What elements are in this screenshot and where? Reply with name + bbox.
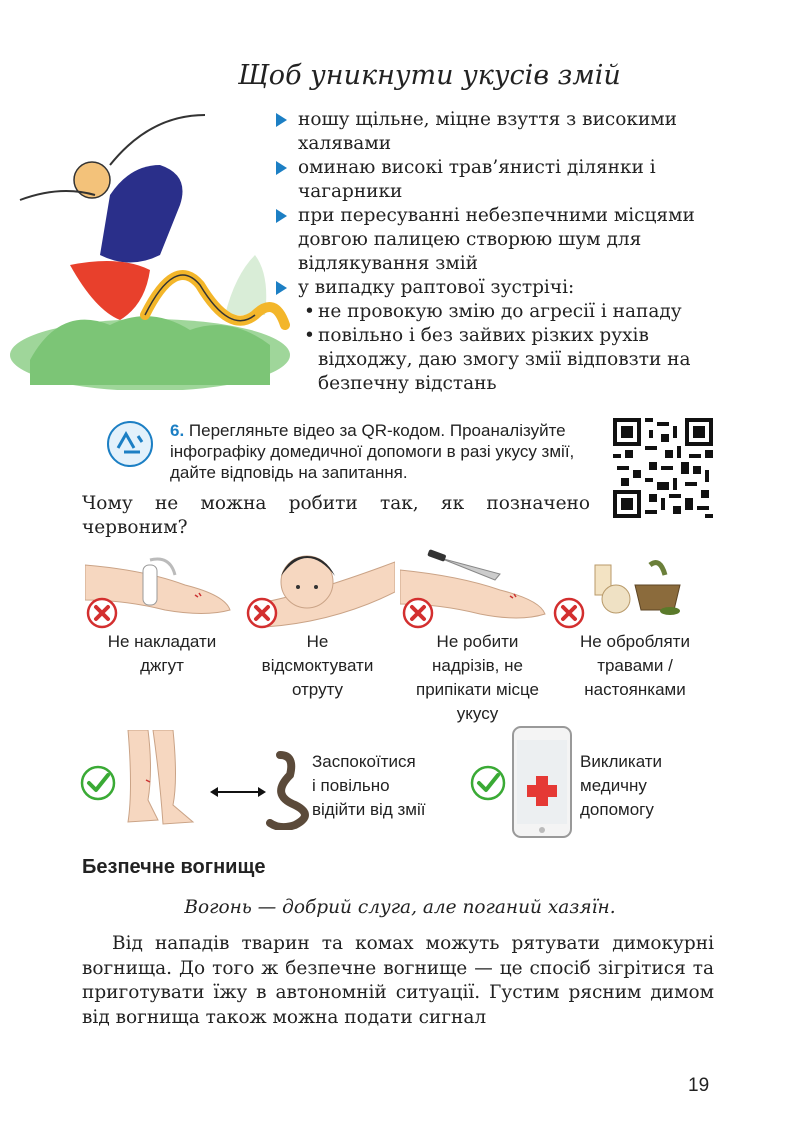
forbidden-x-icon — [246, 597, 278, 629]
triangle-bullet-icon — [276, 161, 287, 175]
dont-herbs-illustration — [580, 555, 690, 615]
page-number: 19 — [688, 1075, 710, 1096]
double-arrow-icon — [210, 785, 266, 799]
triangle-bullet-icon — [276, 209, 287, 223]
check-icon — [470, 765, 506, 801]
list-item: при пересуванні небезпечними місцями довгою палицею створюю шум для відлякування змій — [276, 204, 726, 276]
triangle-bullet-icon — [276, 281, 287, 295]
triangle-bullet-icon — [276, 113, 287, 127]
forbidden-x-icon — [402, 597, 434, 629]
snake-icon — [260, 750, 310, 830]
snake-tips-list — [276, 108, 726, 396]
walk-away-illustration — [118, 730, 208, 830]
task-6 — [170, 420, 595, 483]
list-item: у випадку раптової зустрічі: — [276, 276, 726, 300]
forbidden-x-icon — [553, 597, 585, 629]
snake-scare-illustration — [0, 75, 300, 390]
dont-caption-herbs: Не обробляти травами / настоянками — [580, 632, 690, 699]
qr-code-icon[interactable] — [613, 418, 713, 518]
list-item: ношу щільне, міцне взуття з високими халявами — [276, 108, 726, 156]
dont-caption-suck: Не відсмоктувати отруту — [261, 632, 374, 699]
body-paragraph: Від нападів тварин та комах можуть рятувати димокурні вогнища. До того ж безпечне вогнище — це спосіб зігрітися та приготувати їжу в автономній ситуації. Густим рясним димом від вогнища також можна подати сигнал — [82, 933, 714, 1028]
sub-list-item: • повільно і без зайвих різких рухів відходжу, даю змогу змії відповзти на безпечну відстань — [304, 325, 691, 394]
forbidden-x-icon — [86, 597, 118, 629]
task-text: Перегляньте відео за QR-кодом. Проаналізуйте інфографіку домедичної допомоги в разі укусу змії, дайте відповідь на запитання. — [170, 421, 575, 482]
phone-emergency-icon — [512, 726, 572, 838]
epigraph: Вогонь — добрий слуга, але поганий хазяїн. — [184, 897, 616, 918]
section-title: Безпечне вогнище — [82, 856, 266, 878]
do-caption-walk-away: Заспокоїтися і повільно відійти від змії — [312, 752, 426, 819]
task-question: Чому не можна робити так, як позначено червоним? — [82, 493, 590, 538]
do-caption-call-help: Викликати медичну допомогу — [580, 752, 663, 819]
check-icon — [80, 765, 116, 801]
recycle-arrows-icon — [102, 418, 158, 470]
task-number: 6. — [170, 421, 185, 440]
snake-section-title: Щоб уникнути укусів змій — [238, 60, 621, 91]
dont-caption-tourniquet: Не накладати джгут — [107, 632, 217, 675]
sub-list-item: • не провокую змію до агресії і нападу — [304, 301, 682, 322]
dont-caption-cut: Не робити надрізів, не припікати місце укусу — [415, 632, 539, 723]
list-item: оминаю високі трав’янисті ділянки і чагарники — [276, 156, 726, 204]
